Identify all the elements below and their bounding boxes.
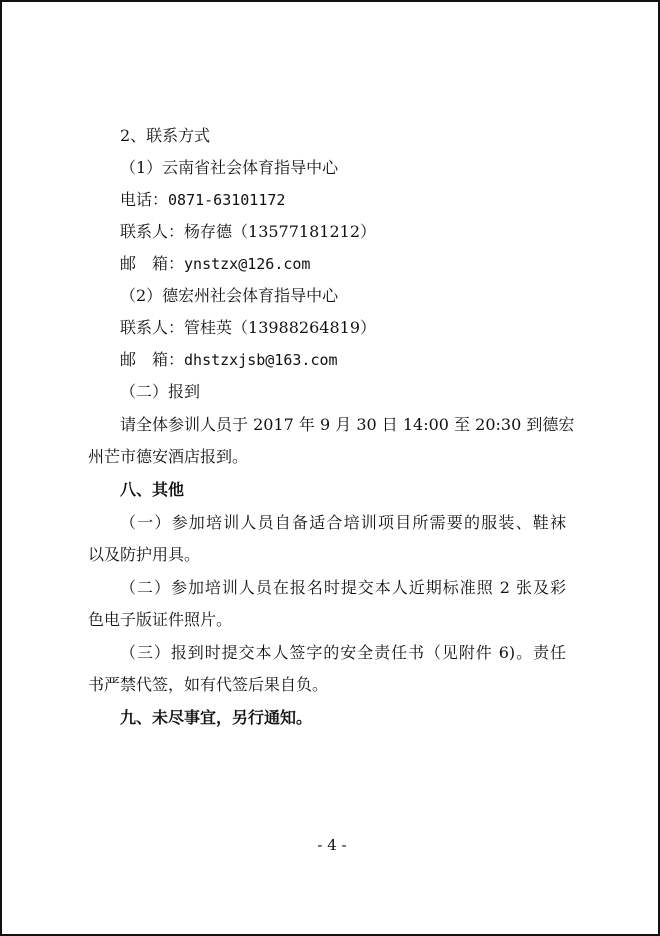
org2-email-label: 邮 箱：	[120, 350, 185, 369]
report-heading: （二）报到	[120, 382, 201, 401]
org1-phone: 0871-63101172	[168, 191, 286, 209]
org1-phone-label: 电话：	[120, 190, 169, 209]
other-item2-line-2: 色电子版证件照片。	[88, 610, 233, 629]
org2-person: 管桂英（13988264819）	[184, 318, 376, 337]
final-heading: 九、未尽事宜，另行通知。	[120, 708, 313, 727]
contact-heading: 2、联系方式	[120, 126, 211, 145]
org1-name: （1）云南省社会体育指导中心	[120, 158, 339, 177]
org1-email: ynstzx@126.com	[184, 255, 311, 273]
org2-name: （2）德宏州社会体育指导中心	[120, 286, 339, 305]
org1-person-line	[120, 216, 376, 247]
org2-email: dhstzxjsb@163.com	[184, 351, 338, 369]
other-item2-line-1: （二）参加培训人员在报名时提交本人近期标准照 2 张及彩	[120, 578, 566, 597]
other-item3-line-1: （三）报到时提交本人签字的安全责任书（见附件 6)。责任	[120, 643, 566, 662]
other-item1-line-1: （一）参加培训人员自备适合培训项目所需要的服装、鞋袜	[120, 513, 566, 532]
org1-person-label: 联系人：	[120, 222, 185, 241]
org1-person: 杨存德（13577181212）	[184, 222, 376, 241]
other-item3-line-2: 书严禁代签，如有代签后果自负。	[88, 675, 329, 694]
other-item1-line-2: 以及防护用具。	[88, 545, 201, 564]
org1-email-label: 邮 箱：	[120, 254, 185, 273]
other-heading: 八、其他	[120, 480, 185, 499]
report-line-2: 州芒市德安酒店报到。	[88, 447, 249, 466]
org1-phone-line	[120, 184, 285, 216]
org2-person-line	[120, 312, 376, 343]
page-number: - 4 -	[317, 836, 347, 854]
org2-email-line	[120, 344, 338, 376]
report-line-1: 请全体参训人员于 2017 年 9 月 30 日 14:00 至 20:30 到德宏	[120, 415, 575, 434]
org1-email-line	[120, 248, 310, 280]
org2-person-label: 联系人：	[120, 318, 185, 337]
